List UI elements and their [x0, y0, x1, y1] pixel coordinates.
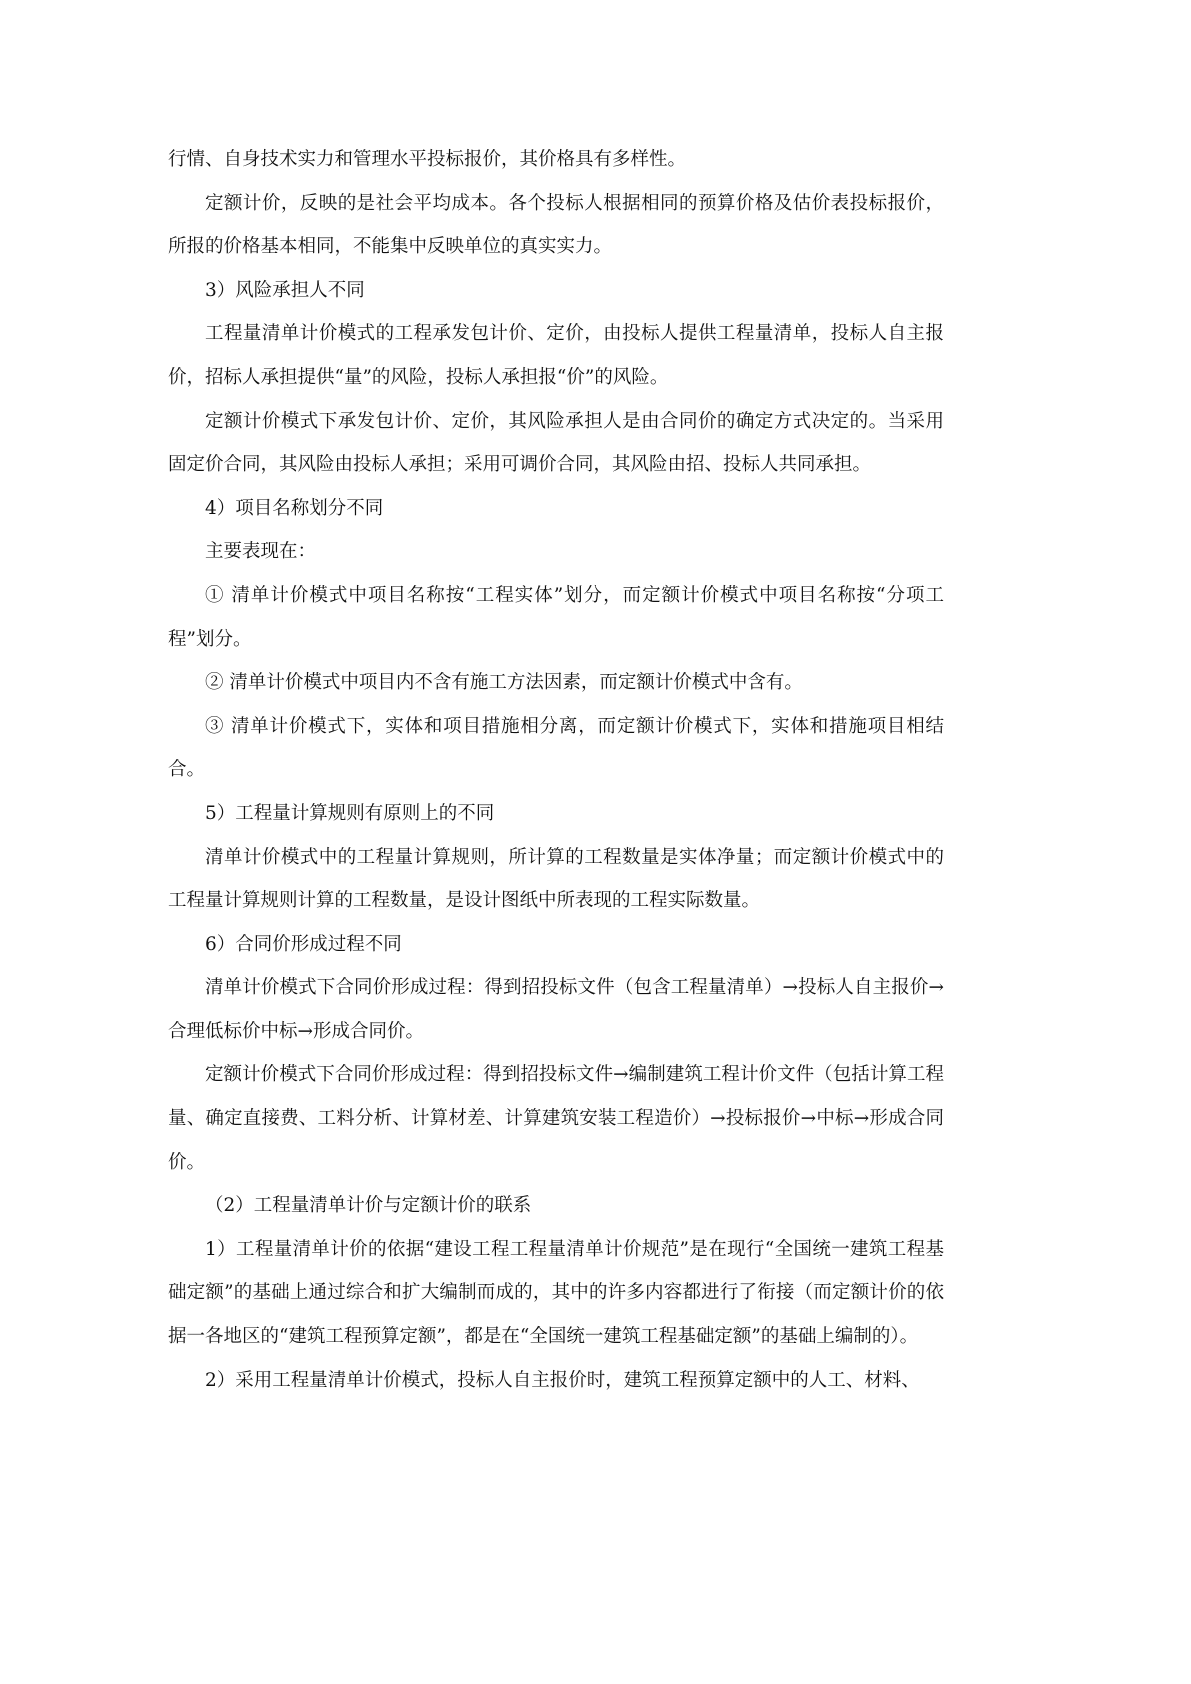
- list-item: ① 清单计价模式中项目名称按“工程实体”划分，而定额计价模式中项目名称按“分项工程”划分。: [168, 584, 944, 650]
- list-item: ② 清单计价模式中项目内不含有施工方法因素，而定额计价模式中含有。: [205, 672, 803, 694]
- paragraph: 清单计价模式中的工程量计算规则，所计算的工程数量是实体净量；而定额计价模式中的工程量计算规则计算的工程数量，是设计图纸中所表现的工程实际数量。: [168, 846, 944, 912]
- list-item: ③ 清单计价模式下，实体和项目措施相分离，而定额计价模式下，实体和措施项目相结合。: [168, 715, 944, 781]
- paragraph: 1）工程量清单计价的依据“建设工程工程量清单计价规范”是在现行“全国统一建筑工程基础定额”的基础上通过综合和扩大编制而成的，其中的许多内容都进行了衔接（而定额计价的依据一各地区的“建筑工程预算定额”，都是在“全国统一建筑工程基础定额”的基础上编制的）。: [168, 1238, 944, 1348]
- paragraph: 定额计价，反映的是社会平均成本。各个投标人根据相同的预算价格及估价表投标报价，所报的价格基本相同，不能集中反映单位的真实实力。: [168, 192, 944, 258]
- paragraph: 定额计价模式下承发包计价、定价，其风险承担人是由合同价的确定方式决定的。当采用固定价合同，其风险由投标人承担；采用可调价合同，其风险由招、投标人共同承担。: [168, 410, 944, 476]
- section-heading: （2）工程量清单计价与定额计价的联系: [205, 1195, 532, 1217]
- paragraph: 2）采用工程量清单计价模式，投标人自主报价时，建筑工程预算定额中的人工、材料、: [205, 1369, 920, 1391]
- paragraph: 清单计价模式下合同价形成过程：得到招投标文件（包含工程量清单）→投标人自主报价→合理低标价中标→形成合同价。: [168, 977, 944, 1042]
- section-heading: 6）合同价形成过程不同: [205, 933, 402, 955]
- section-heading: 3）风险承担人不同: [205, 279, 365, 301]
- paragraph: 定额计价模式下合同价形成过程：得到招投标文件→编制建筑工程计价文件（包括计算工程量、确定直接费、工料分析、计算材差、计算建筑安装工程造价）→投标报价→中标→形成合同价。: [168, 1064, 944, 1173]
- body-text: [168, 138, 944, 1402]
- paragraph: 主要表现在：: [205, 541, 317, 563]
- section-heading: 5）工程量计算规则有原则上的不同: [205, 802, 495, 824]
- section-heading: 4）项目名称划分不同: [205, 497, 384, 519]
- paragraph: 行情、自身技术实力和管理水平投标报价，其价格具有多样性。: [168, 149, 687, 170]
- paragraph: 工程量清单计价模式的工程承发包计价、定价，由投标人提供工程量清单，投标人自主报价，招标人承担提供“量”的风险，投标人承担报“价”的风险。: [168, 323, 944, 388]
